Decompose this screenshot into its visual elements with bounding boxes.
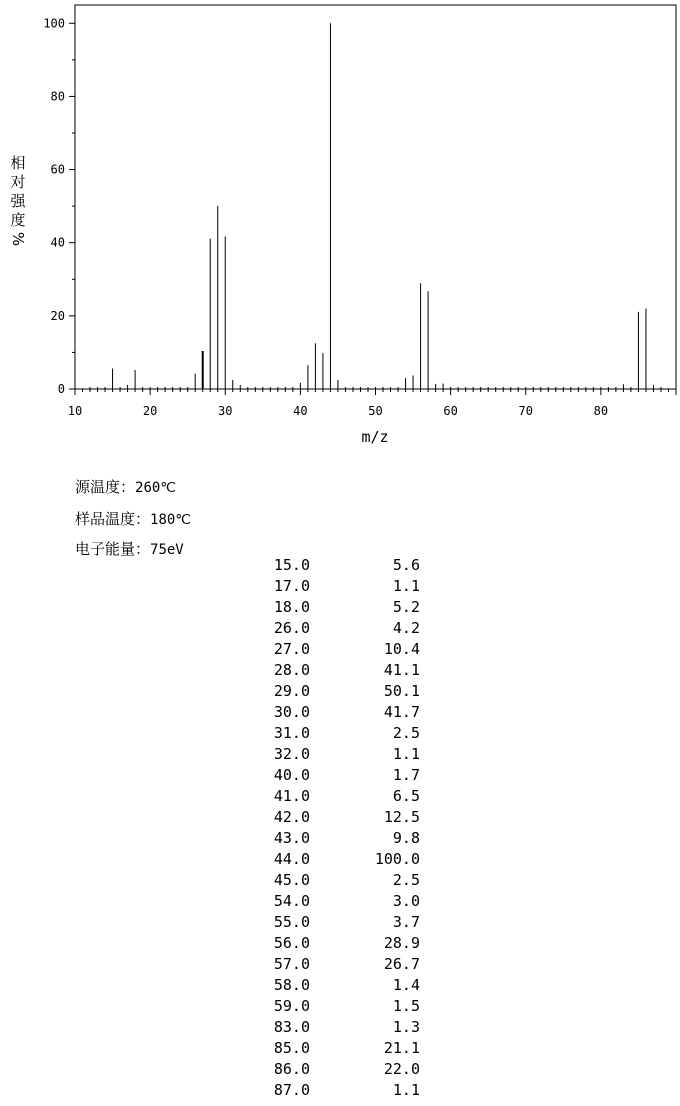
peak-intensity-cell: 9.8 bbox=[392, 829, 420, 847]
y-tick-label: 60 bbox=[50, 162, 65, 177]
table-row bbox=[240, 598, 430, 619]
axis-ticks bbox=[43, 16, 676, 418]
table-row bbox=[240, 556, 430, 577]
peak-intensity-cell: 1.4 bbox=[392, 976, 420, 994]
table-row bbox=[240, 829, 430, 850]
peak-intensity-cell: 41.7 bbox=[383, 703, 420, 721]
y-tick-label: 20 bbox=[50, 308, 65, 323]
peak-mz-cell: 26.0 bbox=[273, 619, 310, 637]
peak-mz-cell: 85.0 bbox=[273, 1039, 310, 1057]
table-row bbox=[240, 871, 430, 892]
peak-intensity-cell: 4.2 bbox=[392, 619, 420, 637]
electron-energy-label: 电子能量： bbox=[75, 540, 151, 558]
table-row bbox=[240, 766, 430, 787]
x-tick-label: 10 bbox=[67, 404, 83, 418]
table-row bbox=[240, 703, 430, 724]
table-row bbox=[240, 1018, 430, 1039]
source-temperature bbox=[75, 476, 176, 497]
y-tick-label: 100 bbox=[43, 16, 65, 31]
table-row bbox=[240, 808, 430, 829]
sample-temperature bbox=[75, 508, 191, 529]
y-tick-label: 0 bbox=[57, 382, 65, 396]
peak-mz-cell: 55.0 bbox=[273, 913, 310, 931]
table-row bbox=[240, 1060, 430, 1081]
peak-mz-cell: 30.0 bbox=[273, 703, 310, 721]
peak-mz-cell: 41.0 bbox=[273, 787, 310, 805]
table-row bbox=[240, 997, 430, 1018]
peak-mz-cell: 45.0 bbox=[273, 871, 310, 889]
peak-intensity-cell: 50.1 bbox=[383, 682, 420, 700]
table-row bbox=[240, 850, 430, 871]
spectrum-peaks bbox=[90, 23, 661, 389]
table-row bbox=[240, 976, 430, 997]
source-temperature-value: 260℃ bbox=[135, 480, 177, 496]
x-tick-label: 20 bbox=[142, 404, 158, 418]
peak-mz-cell: 27.0 bbox=[273, 640, 310, 658]
table-row bbox=[240, 724, 430, 745]
table-row bbox=[240, 892, 430, 913]
peak-mz-cell: 44.0 bbox=[273, 850, 310, 868]
peak-intensity-cell: 1.1 bbox=[392, 1081, 420, 1099]
peak-mz-cell: 86.0 bbox=[273, 1060, 310, 1078]
peak-intensity-cell: 1.3 bbox=[392, 1018, 420, 1036]
y-tick-label: 80 bbox=[50, 89, 65, 104]
peak-intensity-cell: 3.0 bbox=[392, 892, 420, 910]
table-row bbox=[240, 955, 430, 976]
peak-intensity-cell: 3.7 bbox=[392, 913, 420, 931]
peak-intensity-cell: 26.7 bbox=[383, 955, 420, 973]
peak-mz-cell: 54.0 bbox=[273, 892, 310, 910]
source-temperature-label: 源温度： bbox=[75, 478, 136, 496]
table-row bbox=[240, 913, 430, 934]
peak-intensity-cell: 10.4 bbox=[383, 640, 420, 658]
table-row bbox=[240, 619, 430, 640]
peak-mz-cell: 43.0 bbox=[273, 829, 310, 847]
y-axis-title-char: 相 bbox=[10, 154, 26, 172]
peak-mz-cell: 28.0 bbox=[273, 661, 310, 679]
peak-intensity-cell: 41.1 bbox=[383, 661, 420, 679]
electron-energy-value: 75eV bbox=[150, 542, 184, 558]
peak-mz-cell: 17.0 bbox=[273, 577, 310, 595]
x-axis-title: m/z bbox=[361, 428, 389, 446]
x-tick-label: 40 bbox=[293, 404, 308, 418]
peak-intensity-cell: 1.1 bbox=[392, 577, 420, 595]
peak-mz-cell: 87.0 bbox=[273, 1081, 310, 1099]
peak-intensity-cell: 22.0 bbox=[383, 1060, 420, 1078]
peak-intensity-cell: 12.5 bbox=[383, 808, 420, 826]
peak-mz-cell: 31.0 bbox=[273, 724, 310, 742]
table-row bbox=[240, 1039, 430, 1060]
x-tick-label: 30 bbox=[218, 404, 233, 418]
table-row bbox=[240, 934, 430, 955]
peak-table bbox=[240, 556, 430, 1102]
peak-mz-cell: 29.0 bbox=[273, 682, 310, 700]
peak-mz-cell: 57.0 bbox=[273, 955, 310, 973]
x-tick-label: 70 bbox=[518, 404, 533, 418]
table-row bbox=[240, 577, 430, 598]
table-row bbox=[240, 787, 430, 808]
peak-intensity-cell: 2.5 bbox=[392, 724, 420, 742]
peak-intensity-cell: 1.5 bbox=[392, 997, 420, 1015]
peak-intensity-cell: 1.7 bbox=[392, 766, 420, 784]
y-axis-title-char: 度 bbox=[10, 211, 26, 229]
peak-mz-cell: 59.0 bbox=[273, 997, 310, 1015]
table-row bbox=[240, 745, 430, 766]
y-axis-title bbox=[9, 154, 27, 246]
peak-intensity-cell: 2.5 bbox=[392, 871, 420, 889]
peak-mz-cell: 58.0 bbox=[273, 976, 310, 994]
x-tick-label: 60 bbox=[443, 404, 458, 418]
table-row bbox=[240, 1081, 430, 1102]
table-row bbox=[240, 661, 430, 682]
table-row bbox=[240, 640, 430, 661]
peak-mz-cell: 56.0 bbox=[273, 934, 310, 952]
sample-temperature-value: 180℃ bbox=[150, 512, 192, 528]
peak-intensity-cell: 100.0 bbox=[374, 850, 420, 868]
x-tick-label: 80 bbox=[593, 404, 609, 418]
peak-intensity-cell: 1.1 bbox=[392, 745, 420, 763]
mass-spectrum-chart bbox=[0, 0, 680, 460]
peak-mz-cell: 83.0 bbox=[273, 1018, 310, 1036]
table-row bbox=[240, 682, 430, 703]
y-axis-title-char: 对 bbox=[10, 173, 26, 191]
peak-intensity-cell: 5.2 bbox=[392, 598, 420, 616]
electron-energy bbox=[75, 538, 184, 559]
peak-mz-cell: 32.0 bbox=[273, 745, 310, 763]
x-tick-label: 50 bbox=[368, 404, 383, 418]
peak-mz-cell: 15.0 bbox=[273, 556, 310, 574]
y-axis-title-char: 强 bbox=[10, 192, 26, 210]
peak-intensity-cell: 6.5 bbox=[392, 787, 420, 805]
sample-temperature-label: 样品温度： bbox=[75, 510, 151, 528]
peak-intensity-cell: 28.9 bbox=[383, 934, 420, 952]
peak-intensity-cell: 5.6 bbox=[392, 556, 420, 574]
peak-mz-cell: 18.0 bbox=[273, 598, 310, 616]
peak-intensity-cell: 21.1 bbox=[383, 1039, 420, 1057]
peak-mz-cell: 40.0 bbox=[273, 766, 310, 784]
plot-frame bbox=[75, 5, 676, 389]
y-tick-label: 40 bbox=[50, 235, 65, 250]
y-axis-title-char: % bbox=[9, 231, 27, 247]
peak-mz-cell: 42.0 bbox=[273, 808, 310, 826]
